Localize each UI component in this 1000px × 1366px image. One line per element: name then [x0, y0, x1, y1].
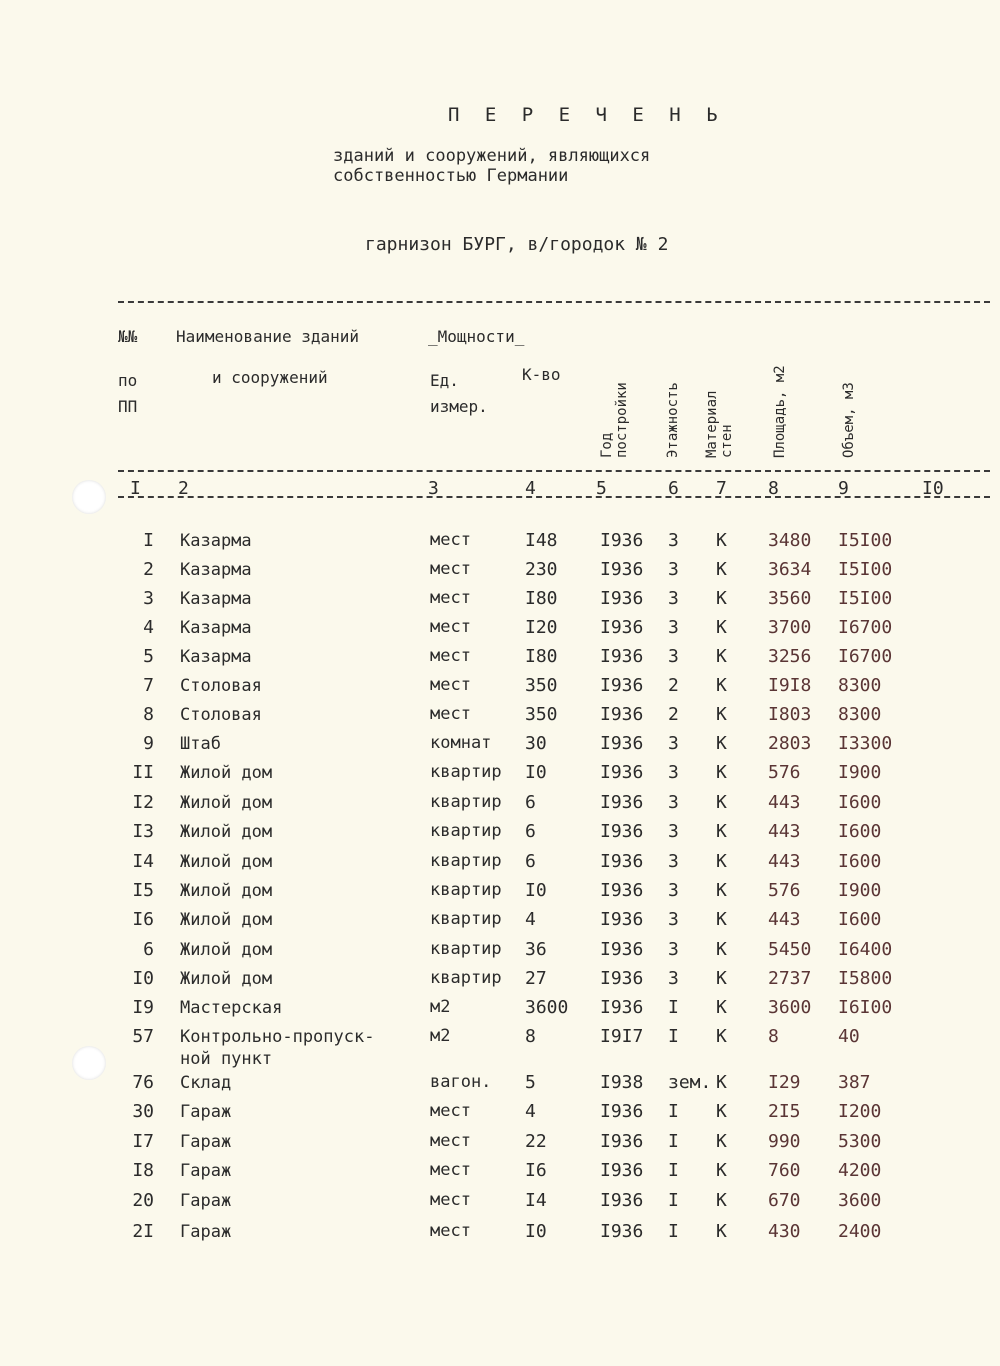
- document-title: П Е Р Е Ч Е Н Ь: [448, 104, 725, 126]
- row-floors: зем.: [668, 1072, 712, 1093]
- row-area: 760: [768, 1160, 801, 1181]
- row-name: Гараж: [180, 1161, 232, 1181]
- column-number: 2: [178, 478, 189, 499]
- row-number: 5: [143, 646, 154, 667]
- row-name: Жилой дом: [180, 881, 273, 901]
- column-number: I: [130, 478, 141, 499]
- row-material: К: [716, 909, 727, 930]
- row-year: I936: [600, 559, 644, 580]
- row-unit: квартир: [430, 909, 502, 929]
- row-quantity: I80: [525, 588, 558, 609]
- header-area: Площадь, м2: [772, 365, 788, 458]
- row-floors: 3: [668, 646, 679, 667]
- row-number: 20: [132, 1190, 154, 1211]
- row-name: Жилой дом: [180, 910, 273, 930]
- row-volume: I5I00: [838, 530, 893, 551]
- row-volume: 4200: [838, 1160, 882, 1181]
- row-floors: 3: [668, 762, 679, 783]
- row-area: 2803: [768, 733, 812, 754]
- row-area: 576: [768, 762, 801, 783]
- row-volume: I5I00: [838, 588, 893, 609]
- row-quantity: I0: [525, 880, 547, 901]
- row-quantity: 6: [525, 821, 536, 842]
- row-unit: квартир: [430, 851, 502, 871]
- row-number: I: [143, 530, 154, 551]
- row-number: 2I: [132, 1221, 154, 1242]
- header-volume: Объем, м3: [841, 382, 857, 458]
- row-number: 2: [143, 559, 154, 580]
- header-year: Год постройки: [599, 382, 630, 458]
- row-volume: 2400: [838, 1221, 882, 1242]
- row-quantity: 350: [525, 704, 558, 725]
- row-area: 2737: [768, 968, 812, 989]
- row-volume: I600: [838, 909, 882, 930]
- row-year: I936: [600, 792, 644, 813]
- row-area: I29: [768, 1072, 801, 1093]
- row-floors: 3: [668, 733, 679, 754]
- row-volume: 387: [838, 1072, 871, 1093]
- row-floors: 3: [668, 880, 679, 901]
- row-unit: мест: [430, 704, 471, 724]
- row-unit: комнат: [430, 733, 492, 753]
- row-unit: квартир: [430, 821, 502, 841]
- row-quantity: 27: [525, 968, 547, 989]
- header-material: Материал стен: [704, 390, 735, 458]
- row-floors: I: [668, 997, 679, 1018]
- row-unit: м2: [430, 1026, 451, 1046]
- row-material: К: [716, 733, 727, 754]
- row-volume: I5800: [838, 968, 893, 989]
- row-quantity: I80: [525, 646, 558, 667]
- garrison-line: гарнизон БУРГ, в/городок № 2: [365, 234, 669, 255]
- row-name: Гараж: [180, 1222, 232, 1242]
- row-volume: I900: [838, 762, 882, 783]
- row-material: К: [716, 851, 727, 872]
- row-material: К: [716, 675, 727, 696]
- row-year: I936: [600, 1131, 644, 1152]
- row-unit: мест: [430, 1160, 471, 1180]
- row-year: I936: [600, 704, 644, 725]
- row-name: Казарма: [180, 589, 252, 609]
- row-area: 2I5: [768, 1101, 801, 1122]
- row-number: I6: [132, 909, 154, 930]
- row-unit: мест: [430, 646, 471, 666]
- row-quantity: I6: [525, 1160, 547, 1181]
- row-year: I936: [600, 588, 644, 609]
- row-number: 76: [132, 1072, 154, 1093]
- row-quantity: 36: [525, 939, 547, 960]
- row-unit: квартир: [430, 968, 502, 988]
- row-number: 6: [143, 939, 154, 960]
- row-floors: I: [668, 1190, 679, 1211]
- row-area: 443: [768, 821, 801, 842]
- row-volume: I3300: [838, 733, 893, 754]
- row-year: I936: [600, 880, 644, 901]
- row-material: К: [716, 1026, 727, 1047]
- row-number: 3: [143, 588, 154, 609]
- punch-hole: [72, 480, 106, 514]
- row-volume: I6700: [838, 646, 893, 667]
- row-year: I936: [600, 909, 644, 930]
- row-year: I936: [600, 762, 644, 783]
- row-number: 8: [143, 704, 154, 725]
- row-number: II: [132, 762, 154, 783]
- row-floors: 3: [668, 851, 679, 872]
- row-area: 670: [768, 1190, 801, 1211]
- row-year: I936: [600, 1221, 644, 1242]
- row-name: Гараж: [180, 1191, 232, 1211]
- row-quantity: 350: [525, 675, 558, 696]
- row-quantity: 5: [525, 1072, 536, 1093]
- row-unit: мест: [430, 617, 471, 637]
- row-area: 443: [768, 792, 801, 813]
- row-name: Казарма: [180, 531, 252, 551]
- row-year: I936: [600, 821, 644, 842]
- row-unit: квартир: [430, 880, 502, 900]
- header-quantity: К-во: [522, 365, 561, 384]
- row-unit: квартир: [430, 792, 502, 812]
- row-name: Жилой дом: [180, 940, 273, 960]
- row-number: I2: [132, 792, 154, 813]
- header-capacity: _Мощности_: [428, 327, 525, 346]
- row-volume: I600: [838, 821, 882, 842]
- row-volume: I600: [838, 851, 882, 872]
- row-year: I936: [600, 675, 644, 696]
- row-material: К: [716, 617, 727, 638]
- row-volume: I900: [838, 880, 882, 901]
- header-floors: Этажность: [665, 382, 681, 458]
- column-number: 3: [428, 478, 439, 499]
- row-floors: 2: [668, 675, 679, 696]
- row-material: К: [716, 880, 727, 901]
- row-unit: мест: [430, 588, 471, 608]
- row-year: I936: [600, 1190, 644, 1211]
- row-quantity: I20: [525, 617, 558, 638]
- row-area: 3560: [768, 588, 812, 609]
- row-area: 3256: [768, 646, 812, 667]
- header-unit: Ед. измер.: [430, 371, 488, 416]
- row-name: Столовая: [180, 676, 262, 696]
- row-unit: мест: [430, 559, 471, 579]
- row-material: К: [716, 1101, 727, 1122]
- column-number: 9: [838, 478, 849, 499]
- row-quantity: 4: [525, 1101, 536, 1122]
- row-quantity: I0: [525, 1221, 547, 1242]
- row-name: Гараж: [180, 1132, 232, 1152]
- row-material: К: [716, 1072, 727, 1093]
- row-year: I936: [600, 530, 644, 551]
- row-area: 576: [768, 880, 801, 901]
- row-floors: I: [668, 1026, 679, 1047]
- row-number: I9: [132, 997, 154, 1018]
- row-unit: м2: [430, 997, 451, 1017]
- row-material: К: [716, 821, 727, 842]
- row-quantity: I4: [525, 1190, 547, 1211]
- row-material: К: [716, 704, 727, 725]
- row-number: I7: [132, 1131, 154, 1152]
- row-year: I938: [600, 1072, 644, 1093]
- row-number: 4: [143, 617, 154, 638]
- column-numbers-rule: [118, 496, 990, 498]
- row-material: К: [716, 1131, 727, 1152]
- header-bottom-rule: [118, 470, 990, 472]
- row-year: I936: [600, 1101, 644, 1122]
- row-year: I936: [600, 851, 644, 872]
- row-area: I803: [768, 704, 812, 725]
- row-number: I5: [132, 880, 154, 901]
- row-unit: мест: [430, 530, 471, 550]
- row-number: I3: [132, 821, 154, 842]
- row-floors: 3: [668, 588, 679, 609]
- row-material: К: [716, 646, 727, 667]
- row-floors: 3: [668, 968, 679, 989]
- row-volume: I600: [838, 792, 882, 813]
- row-unit: мест: [430, 1101, 471, 1121]
- column-number: 6: [668, 478, 679, 499]
- row-area: I9I8: [768, 675, 812, 696]
- row-quantity: 4: [525, 909, 536, 930]
- row-quantity: 6: [525, 792, 536, 813]
- row-year: I936: [600, 1160, 644, 1181]
- row-name: Мастерская: [180, 998, 283, 1018]
- row-name: Казарма: [180, 647, 252, 667]
- row-number: I8: [132, 1160, 154, 1181]
- row-material: К: [716, 968, 727, 989]
- row-quantity: 8: [525, 1026, 536, 1047]
- row-unit: квартир: [430, 762, 502, 782]
- row-number: 7: [143, 675, 154, 696]
- row-material: К: [716, 559, 727, 580]
- row-quantity: 230: [525, 559, 558, 580]
- row-number: I0: [132, 968, 154, 989]
- row-unit: вагон.: [430, 1072, 492, 1092]
- row-unit: мест: [430, 1131, 471, 1151]
- row-floors: 2: [668, 704, 679, 725]
- row-area: 3600: [768, 997, 812, 1018]
- row-floors: I: [668, 1101, 679, 1122]
- table-top-rule: [118, 301, 990, 303]
- row-unit: мест: [430, 1190, 471, 1210]
- row-year: I936: [600, 968, 644, 989]
- row-volume: 3600: [838, 1190, 882, 1211]
- row-volume: 8300: [838, 675, 882, 696]
- row-floors: 3: [668, 909, 679, 930]
- row-area: 990: [768, 1131, 801, 1152]
- header-number-bottom: по ПП: [118, 371, 138, 416]
- row-material: К: [716, 939, 727, 960]
- row-floors: 3: [668, 939, 679, 960]
- column-number: 7: [716, 478, 727, 499]
- row-number: 57: [132, 1026, 154, 1047]
- row-area: 3634: [768, 559, 812, 580]
- row-volume: 5300: [838, 1131, 882, 1152]
- row-area: 443: [768, 851, 801, 872]
- row-area: 3480: [768, 530, 812, 551]
- row-floors: I: [668, 1160, 679, 1181]
- row-floors: I: [668, 1221, 679, 1242]
- row-name: Склад: [180, 1073, 232, 1093]
- row-material: К: [716, 1190, 727, 1211]
- row-volume: 8300: [838, 704, 882, 725]
- row-floors: 3: [668, 821, 679, 842]
- header-number-top: №№: [118, 327, 138, 346]
- row-year: I936: [600, 733, 644, 754]
- row-volume: I200: [838, 1101, 882, 1122]
- row-volume: I6700: [838, 617, 893, 638]
- row-name: Гараж: [180, 1102, 232, 1122]
- row-floors: 3: [668, 559, 679, 580]
- row-number: 9: [143, 733, 154, 754]
- row-area: 8: [768, 1026, 779, 1047]
- row-area: 443: [768, 909, 801, 930]
- row-quantity: I0: [525, 762, 547, 783]
- row-name: Жилой дом: [180, 763, 273, 783]
- row-name: Жилой дом: [180, 969, 273, 989]
- row-unit: мест: [430, 675, 471, 695]
- row-material: К: [716, 530, 727, 551]
- row-unit: мест: [430, 1221, 471, 1241]
- row-material: К: [716, 1221, 727, 1242]
- row-year: I936: [600, 646, 644, 667]
- row-quantity: 3600: [525, 997, 569, 1018]
- column-number: I0: [922, 478, 944, 499]
- row-area: 430: [768, 1221, 801, 1242]
- row-unit: квартир: [430, 939, 502, 959]
- row-quantity: I48: [525, 530, 558, 551]
- row-name: Жилой дом: [180, 852, 273, 872]
- row-name: Жилой дом: [180, 822, 273, 842]
- row-volume: 40: [838, 1026, 860, 1047]
- row-area: 3700: [768, 617, 812, 638]
- row-material: К: [716, 792, 727, 813]
- row-volume: I5I00: [838, 559, 893, 580]
- row-year: I936: [600, 617, 644, 638]
- row-material: К: [716, 1160, 727, 1181]
- row-quantity: 22: [525, 1131, 547, 1152]
- row-name: Казарма: [180, 560, 252, 580]
- row-number: I4: [132, 851, 154, 872]
- header-name-bottom: и сооружений: [212, 368, 328, 387]
- row-name: Казарма: [180, 618, 252, 638]
- row-material: К: [716, 588, 727, 609]
- row-volume: I6I00: [838, 997, 893, 1018]
- row-floors: 3: [668, 792, 679, 813]
- row-material: К: [716, 997, 727, 1018]
- column-number: 8: [768, 478, 779, 499]
- row-quantity: 30: [525, 733, 547, 754]
- row-name: Контрольно-пропуск- ной пункт: [180, 1027, 375, 1069]
- row-quantity: 6: [525, 851, 536, 872]
- row-floors: 3: [668, 617, 679, 638]
- row-floors: I: [668, 1131, 679, 1152]
- row-area: 5450: [768, 939, 812, 960]
- row-volume: I6400: [838, 939, 893, 960]
- row-year: I936: [600, 997, 644, 1018]
- row-name: Штаб: [180, 734, 221, 754]
- row-year: I9I7: [600, 1026, 644, 1047]
- row-floors: 3: [668, 530, 679, 551]
- header-name-top: Наименование зданий: [176, 327, 360, 346]
- row-year: I936: [600, 939, 644, 960]
- row-name: Жилой дом: [180, 793, 273, 813]
- document-subtitle: зданий и сооружений, являющихся собственностью Германии: [333, 146, 651, 186]
- punch-hole: [72, 1046, 106, 1080]
- row-name: Столовая: [180, 705, 262, 725]
- column-number: 5: [596, 478, 607, 499]
- column-number: 4: [525, 478, 536, 499]
- row-number: 30: [132, 1101, 154, 1122]
- row-material: К: [716, 762, 727, 783]
